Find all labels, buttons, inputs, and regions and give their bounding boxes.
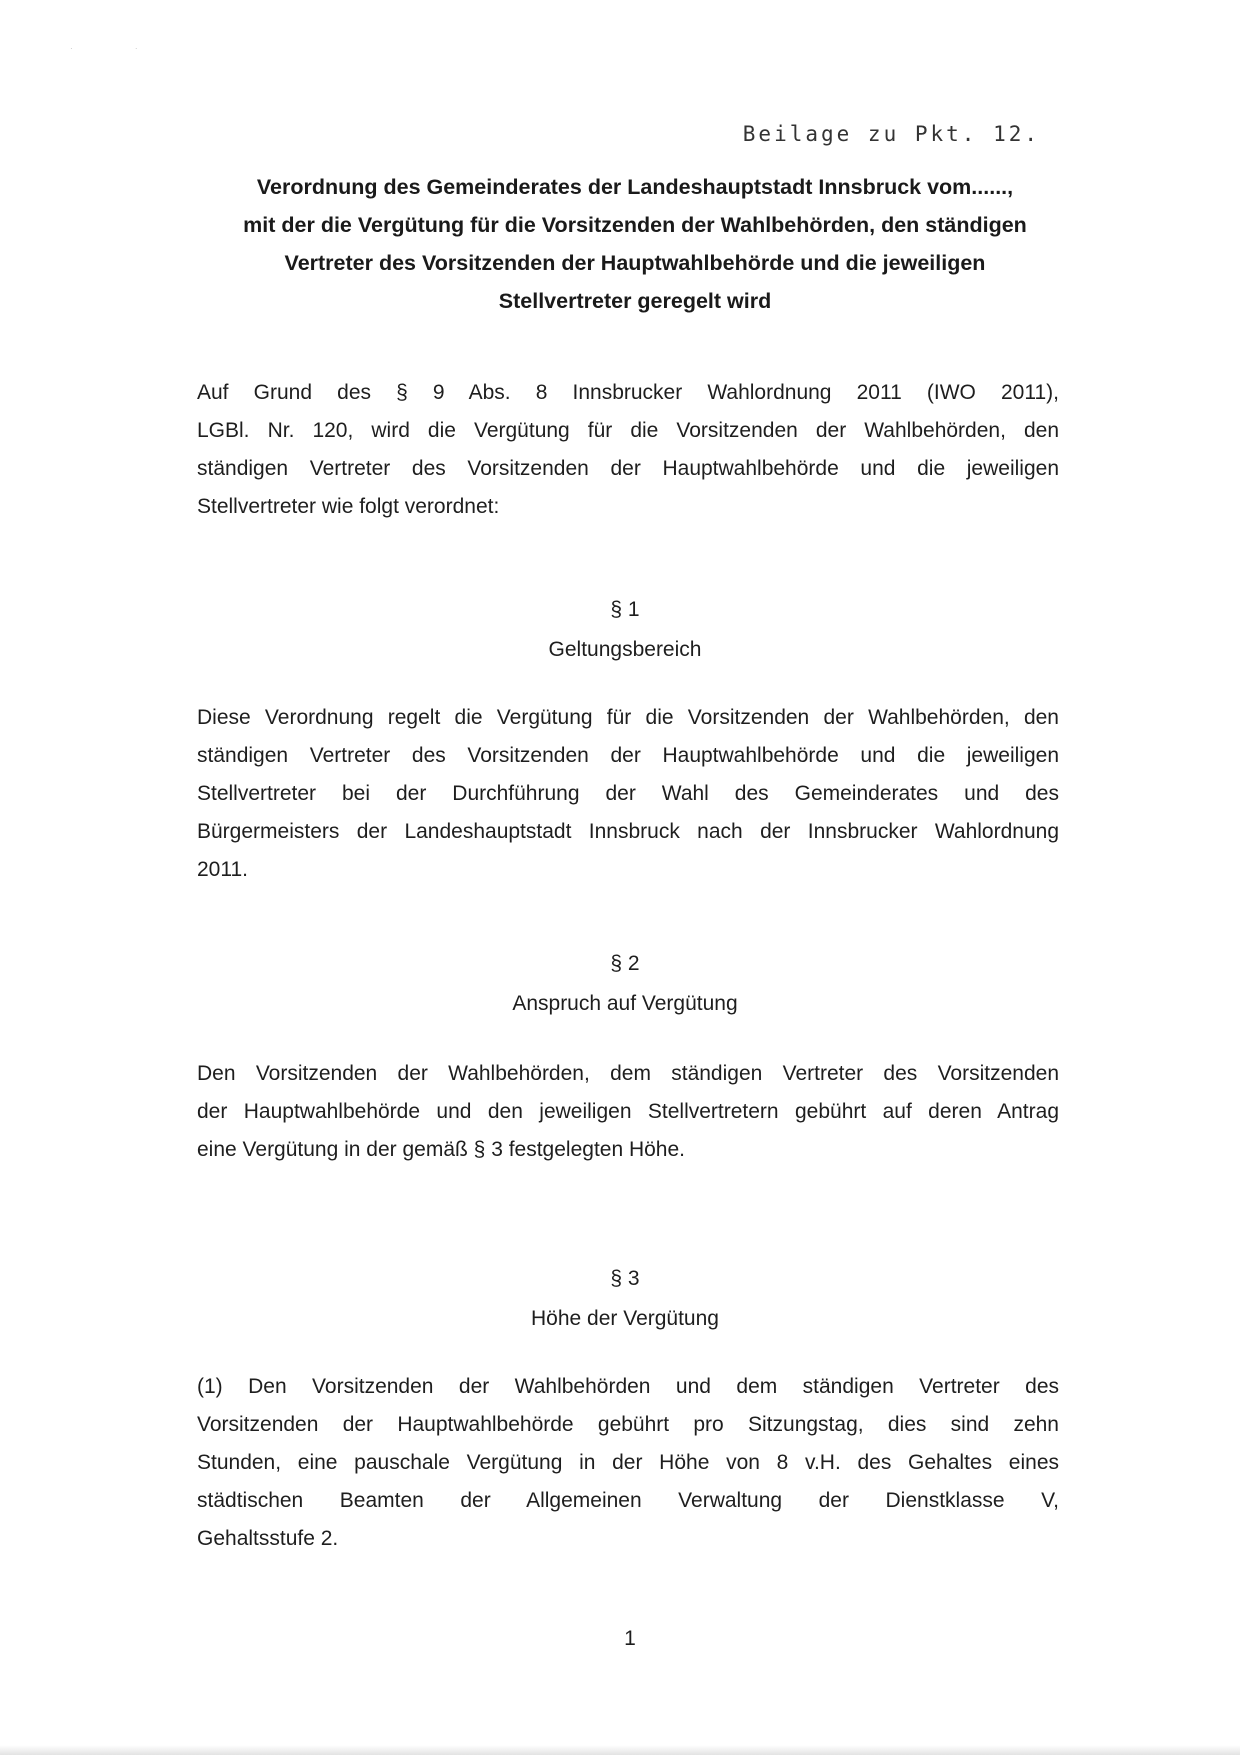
text-line: LGBl. Nr. 120, wird die Vergütung für die Vorsitzenden der Wahlbehörden, den [197,419,1059,442]
text-line: Den Vorsitzenden der Wahlbehörden, dem ständigen Vertreter des Vorsitzenden [197,1062,1059,1085]
section-title: Geltungsbereich [548,638,702,661]
title-line: Vertreter des Vorsitzenden der Hauptwahlbehörde und die jeweiligen [284,251,986,275]
text-line: der Hauptwahlbehörde und den jeweiligen Stellvertretern gebührt auf deren Antrag [197,1100,1059,1123]
section-number: § 2 [610,952,640,975]
title-line: Stellvertreter geregelt wird [498,289,772,313]
text-line: 2011. [197,858,248,881]
section-2-paragraph [197,1055,1059,1169]
text-line: Stellvertreter wie folgt verordnet: [197,495,500,518]
text-line: ständigen Vertreter des Vorsitzenden der Hauptwahlbehörde und die jeweiligen [197,457,1059,480]
section-3-paragraph [197,1368,1059,1558]
text-line: Stellvertreter bei der Durchführung der Wahl des Gemeinderates und des [197,782,1059,805]
section-number: § 3 [610,1267,640,1290]
preamble-paragraph [197,374,1059,526]
text-line: Vorsitzenden der Hauptwahlbehörde gebührt pro Sitzungstag, dies sind zehn [197,1413,1059,1436]
scan-edge [0,1745,1240,1755]
text-line: eine Vergütung in der gemäß § 3 festgelegten Höhe. [197,1138,686,1161]
document-title [190,168,1080,320]
section-3-heading [190,1259,1060,1339]
text-line: Diese Verordnung regelt die Vergütung für die Vorsitzenden der Wahlbehörden, den [197,706,1059,729]
text-line: städtischen Beamten der Allgemeinen Verwaltung der Dienstklasse V, [197,1489,1059,1512]
attachment-note: Beilage zu Pkt. 12. [742,122,1040,146]
text-line: Stunden, eine pauschale Vergütung in der Höhe von 8 v.H. des Gehaltes eines [197,1451,1059,1474]
scan-artifact: · · [70,44,168,53]
section-2-heading [190,944,1060,1024]
section-number: § 1 [610,598,640,621]
section-title: Höhe der Vergütung [531,1307,719,1330]
text-line: ständigen Vertreter des Vorsitzenden der Hauptwahlbehörde und die jeweiligen [197,744,1059,767]
section-1-paragraph [197,699,1059,889]
text-line: Bürgermeisters der Landeshauptstadt Innsbruck nach der Innsbrucker Wahlordnung [197,820,1059,843]
page-number: 1 [624,1627,636,1650]
section-title: Anspruch auf Vergütung [512,992,738,1015]
text-line: (1) Den Vorsitzenden der Wahlbehörden und dem ständigen Vertreter des [197,1375,1059,1398]
text-line: Auf Grund des § 9 Abs. 8 Innsbrucker Wahlordnung 2011 (IWO 2011), [197,381,1059,404]
text-line: Gehaltsstufe 2. [197,1527,339,1550]
section-1-heading [190,590,1060,670]
title-line: Verordnung des Gemeinderates der Landeshauptstadt Innsbruck vom......, [256,175,1014,199]
title-line: mit der die Vergütung für die Vorsitzenden der Wahlbehörden, den ständigen [243,213,1027,237]
